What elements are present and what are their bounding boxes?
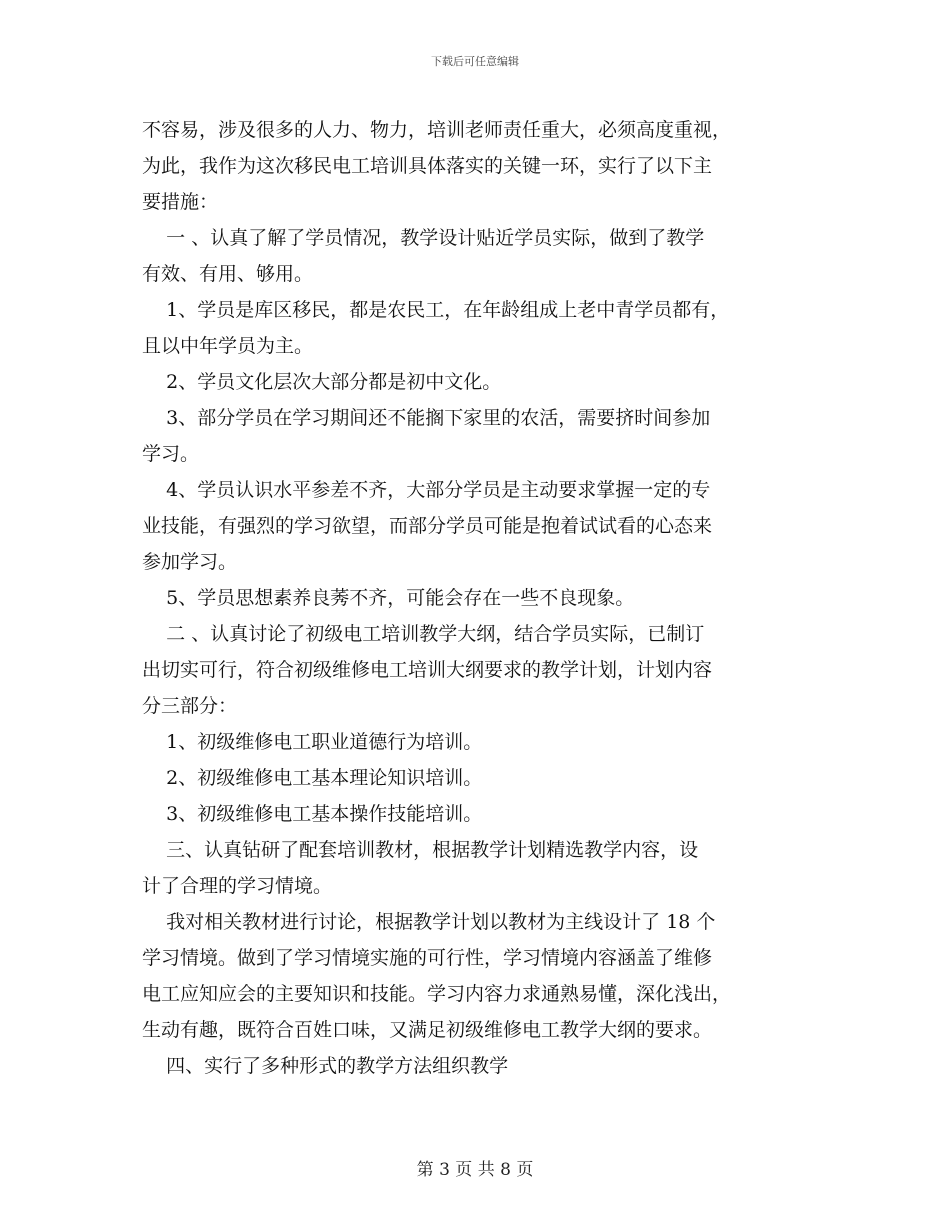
paragraph-line: 一 、认真了解了学员情况，教学设计贴近学员实际，做到了教学 bbox=[142, 227, 705, 249]
paragraph-line: 3、部分学员在学习期间还不能搁下家里的农活，需要挤时间参加 bbox=[142, 407, 711, 429]
paragraph-line: 四、实行了多种形式的教学方法组织教学 bbox=[142, 1055, 509, 1077]
paragraph-line: 4、学员认识水平参差不齐，大部分学员是主动要求掌握一定的专 bbox=[142, 479, 711, 501]
paragraph-line: 且以中年学员为主。 bbox=[142, 335, 314, 357]
paragraph-line: 有效、有用、够用。 bbox=[142, 263, 314, 285]
paragraph-line: 三、认真钻研了配套培训教材，根据教学计划精选教学内容，设 bbox=[142, 839, 699, 861]
paragraph-line: 计了合理的学习情境。 bbox=[142, 875, 333, 897]
paragraph-line: 1、初级维修电工职业道德行为培训。 bbox=[142, 731, 483, 753]
paragraph-line: 参加学习。 bbox=[142, 551, 238, 573]
paragraph-line: 学习情境。做到了学习情境实施的可行性，学习情境内容涵盖了维修 bbox=[142, 947, 713, 969]
paragraph-line: 2、学员文化层次大部分都是初中文化。 bbox=[142, 371, 502, 393]
paragraph-line: 要措施： bbox=[142, 191, 219, 213]
page-header: 下载后可任意编辑 bbox=[431, 55, 519, 68]
paragraph-line: 3、初级维修电工基本操作技能培训。 bbox=[142, 803, 483, 825]
paragraph-line: 业技能，有强烈的学习欲望，而部分学员可能是抱着试试看的心态来 bbox=[142, 515, 713, 537]
paragraph-line: 学习。 bbox=[142, 443, 200, 465]
paragraph-line: 分三部分： bbox=[142, 695, 238, 717]
paragraph-line: 为此，我作为这次移民电工培训具体落实的关键一环，实行了以下主 bbox=[142, 155, 713, 177]
body-text bbox=[142, 112, 822, 1084]
paragraph-line: 二 、认真讨论了初级电工培训教学大纲，结合学员实际，已制订 bbox=[142, 623, 705, 645]
page-footer: 第 3 页 共 8 页 bbox=[416, 1160, 534, 1180]
paragraph-line: 5、学员思想素养良莠不齐，可能会存在一些不良现象。 bbox=[142, 587, 635, 609]
paragraph-line: 我对相关教材进行讨论，根据教学计划以教材为主线设计了 18 个 bbox=[142, 911, 716, 933]
paragraph-line: 生动有趣，既符合百姓口味，又满足初级维修电工教学大纲的要求。 bbox=[142, 1019, 713, 1041]
paragraph-line: 电工应知应会的主要知识和技能。学习内容力求通熟易懂，深化浅出， bbox=[142, 983, 732, 1005]
paragraph-line: 1、学员是库区移民，都是农民工，在年龄组成上老中青学员都有， bbox=[142, 299, 730, 321]
paragraph-line: 2、初级维修电工基本理论知识培训。 bbox=[142, 767, 483, 789]
paragraph-line: 出切实可行，符合初级维修电工培训大纲要求的教学计划，计划内容 bbox=[142, 659, 713, 681]
paragraph-line: 不容易，涉及很多的人力、物力，培训老师责任重大，必须高度重视， bbox=[142, 119, 732, 141]
